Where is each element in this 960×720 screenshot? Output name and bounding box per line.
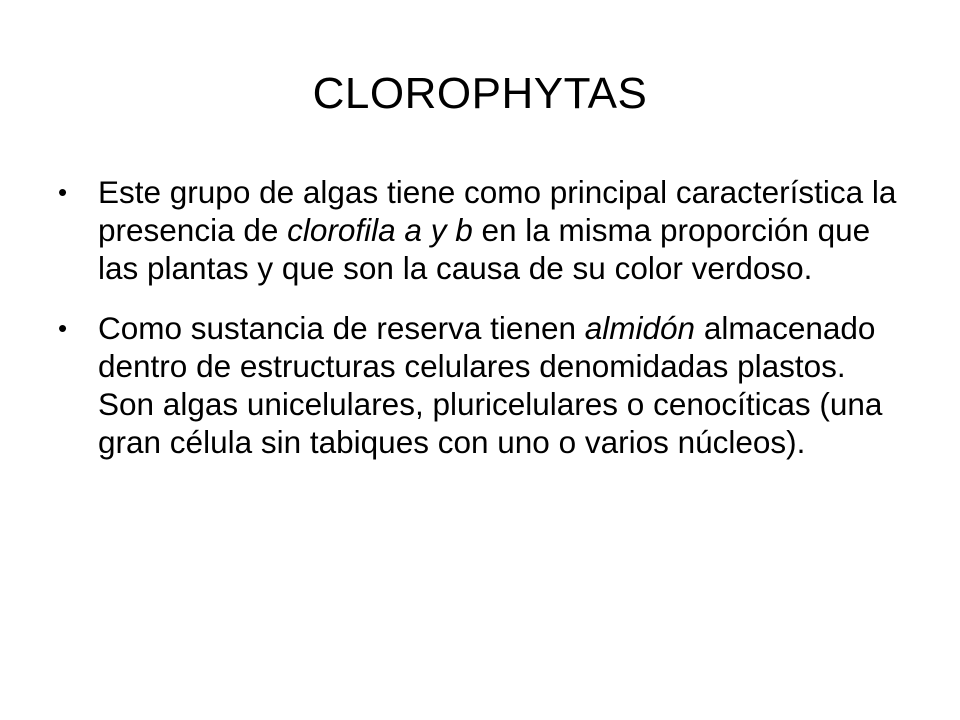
- slide-title: CLOROPHYTAS: [312, 69, 648, 118]
- bullet-item-chlorophyll: [58, 173, 908, 287]
- bullet-list: [58, 173, 908, 483]
- bullet-icon: •: [58, 313, 68, 343]
- bullet-text: almacenado dentro de estructuras celulares denomidadas plastos. Son algas unicelulares, pluricelulares o cenocíticas (una gran célula sin tabiques con uno o varios núcleos).: [98, 310, 883, 460]
- bullet-icon: •: [58, 177, 68, 207]
- bullet-text: Como sustancia de reserva tienen: [98, 310, 585, 346]
- bullet-text: Este grupo de algas tiene como principal característica la presencia de: [98, 174, 897, 248]
- bullet-emphasis-text: clorofila a y b: [287, 212, 473, 248]
- bullet-emphasis-text: almidón: [584, 310, 696, 346]
- bullet-text: en la misma proporción que las plantas y que son la causa de su color verdoso.: [98, 212, 871, 286]
- bullet-item-reserve: [58, 309, 908, 461]
